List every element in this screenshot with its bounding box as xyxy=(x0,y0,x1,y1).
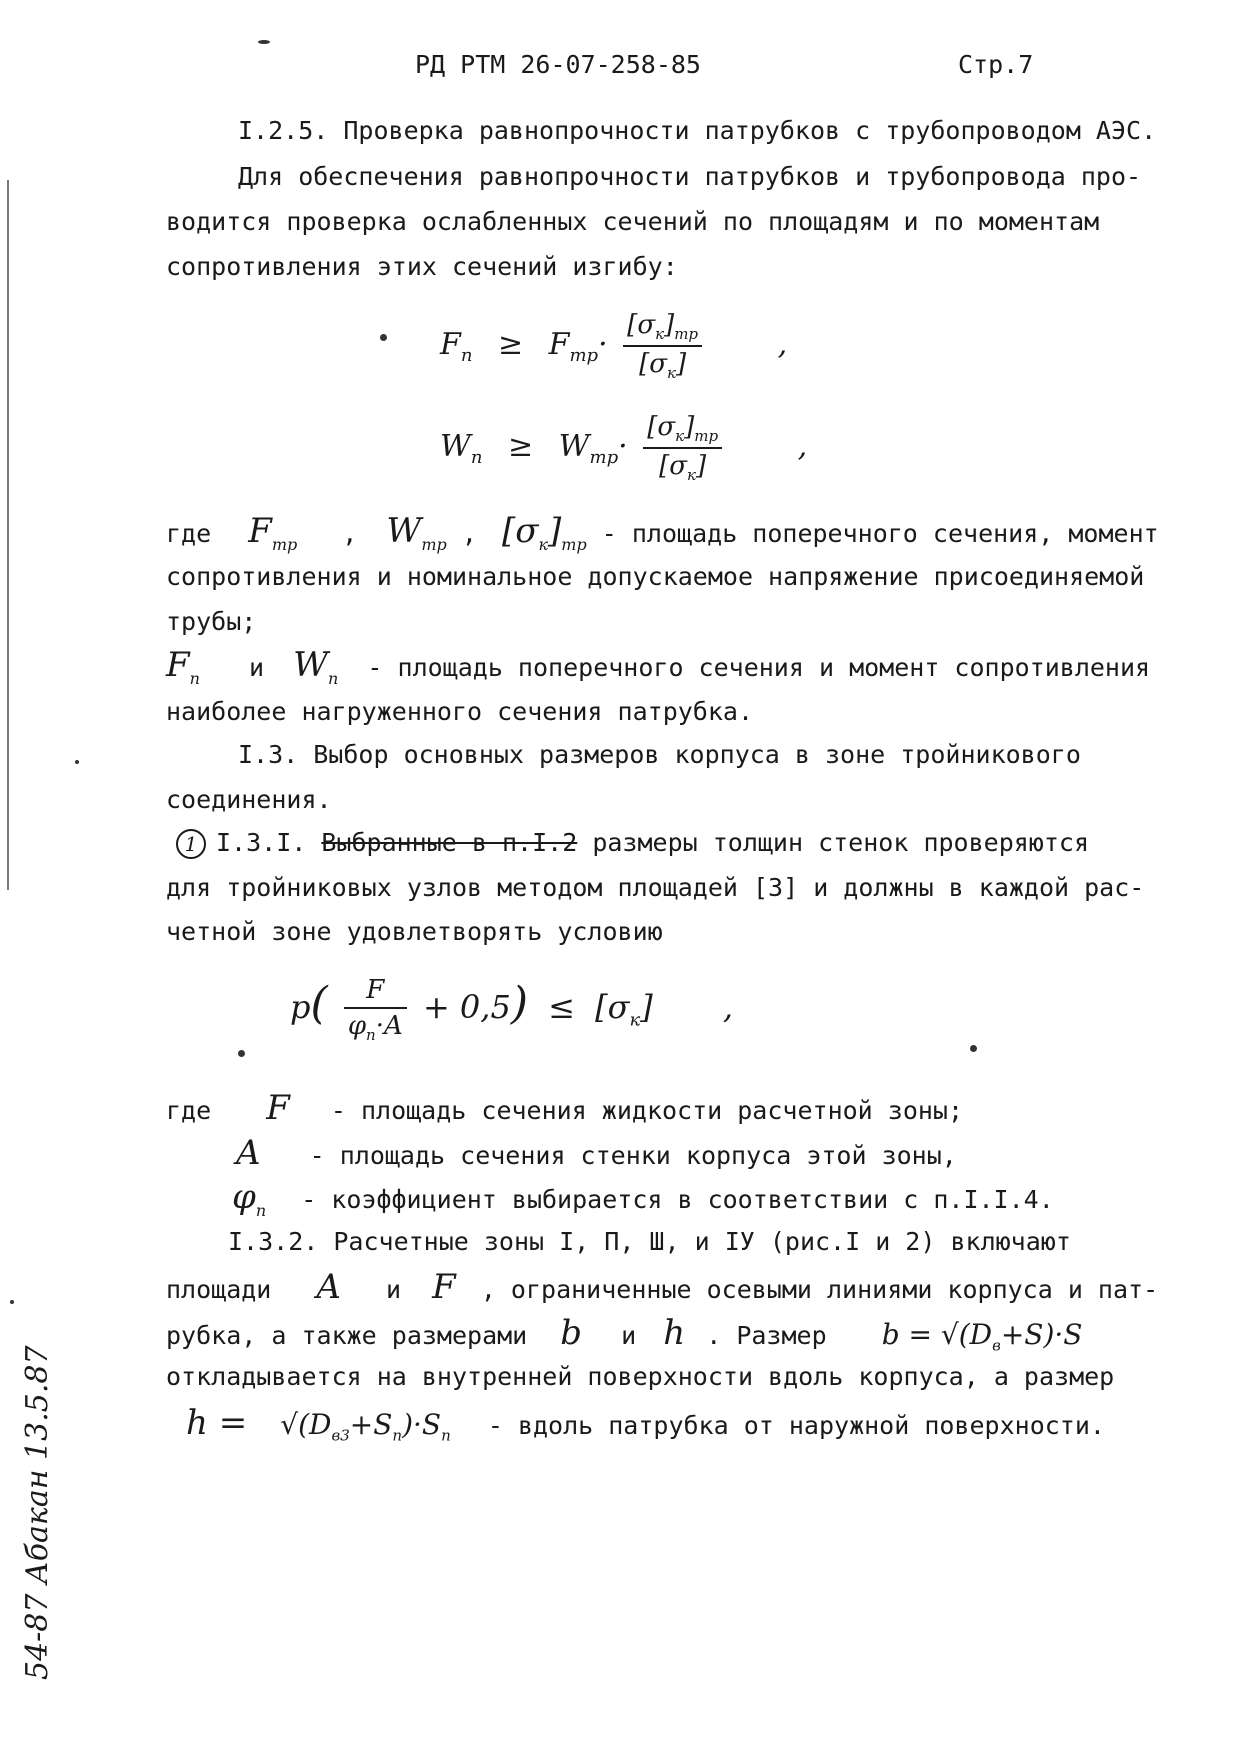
speck xyxy=(380,334,387,341)
section-heading-1-3: I.3. Выбор основных размеров корпуса в зоне тройникового xyxy=(238,740,1081,769)
speck xyxy=(75,760,79,764)
doc-code: РД РТМ 26-07-258-85 xyxy=(415,50,701,79)
paragraph-line: для тройниковых узлов методом площадей [3] и должны в каждой рас- xyxy=(166,873,1145,902)
speck xyxy=(10,1300,14,1304)
paragraph-line: трубы; xyxy=(166,607,257,636)
where-line: $F_n$ и $W_n$ - площадь поперечного сечения и момент сопротивления xyxy=(166,645,1151,688)
paragraph-line: откладывается на внутренней поверхности вдоль корпуса, а размер xyxy=(166,1362,1115,1391)
formula-area: $F_n \ge F_{тр}\cdot$ $\frac{[\sigma_к]_{тр}}{[\sigma_к]}$ , xyxy=(440,310,788,383)
where-line: $\varphi_n$ - коэффициент выбирается в соответствии с п.I.I.4. xyxy=(232,1177,1054,1220)
where-line: где $F_{тр}$ , $W_{тр}$ , $[\sigma_к]_{тр}$ - площадь поперечного сечения, момент xyxy=(166,511,1159,554)
speck xyxy=(238,1050,245,1057)
paragraph-line: четной зоне удовлетворять условию xyxy=(166,917,663,946)
formula-condition: p( $\frac{F}{\varphi_n\cdot A}$ + $0,5) \le [\sigma_к]$ , xyxy=(290,975,734,1045)
formula-moment: $W_n \ge W_{тр}\cdot$ $\frac{[\sigma_к]_{тр}}{[\sigma_к]}$ , xyxy=(440,412,808,485)
paragraph-line: наиболее нагруженного сечения патрубка. xyxy=(166,697,753,726)
section-heading-1-3-2: I.3.2. Расчетные зоны I, П, Ш, и IУ (рис.I и 2) включают xyxy=(228,1227,1071,1256)
paragraph-line: соединения. xyxy=(166,785,332,814)
paragraph-line: рубка, а также размерами b и h . Размер $b = √(D_в+S)\cdot S$ xyxy=(166,1313,1083,1355)
margin-rule xyxy=(7,180,9,890)
paragraph-line: площади A и F , ограниченные осевыми линиями корпуса и пат- xyxy=(166,1267,1159,1307)
paragraph-line: Для обеспечения равнопрочности патрубков и трубопровода про- xyxy=(238,162,1142,191)
where-line: A - площадь сечения стенки корпуса этой зоны, xyxy=(236,1133,957,1173)
page-number: Стр.7 xyxy=(958,50,1034,79)
speck xyxy=(258,40,270,44)
section-heading-1-3-1: 1 I.3.I. Выбранные в п.I.2 размеры толщин стенок проверяются xyxy=(176,828,1089,859)
speck xyxy=(970,1045,977,1052)
paragraph-line: сопротивления и номинальное допускаемое напряжение присоединяемой xyxy=(166,562,1145,591)
paragraph-line: $h = √(D_{в3}+S_n)\cdot S_n$ - вдоль патрубка от наружной поверхности. xyxy=(186,1403,1105,1445)
where-line: где F - площадь сечения жидкости расчетной зоны; xyxy=(166,1088,964,1128)
revision-mark: 1 xyxy=(176,829,206,859)
margin-signature-note: 54-87 Абакан 13.5.87 xyxy=(20,1345,55,1680)
paragraph-line: сопротивления этих сечений изгибу: xyxy=(166,252,678,281)
section-heading-1-2-5: I.2.5. Проверка равнопрочности патрубков с трубопроводом АЭС. xyxy=(238,116,1157,145)
struck-text: Выбранные в п.I.2 xyxy=(321,828,578,857)
paragraph-line: водится проверка ослабленных сечений по площадям и по моментам xyxy=(166,207,1100,236)
